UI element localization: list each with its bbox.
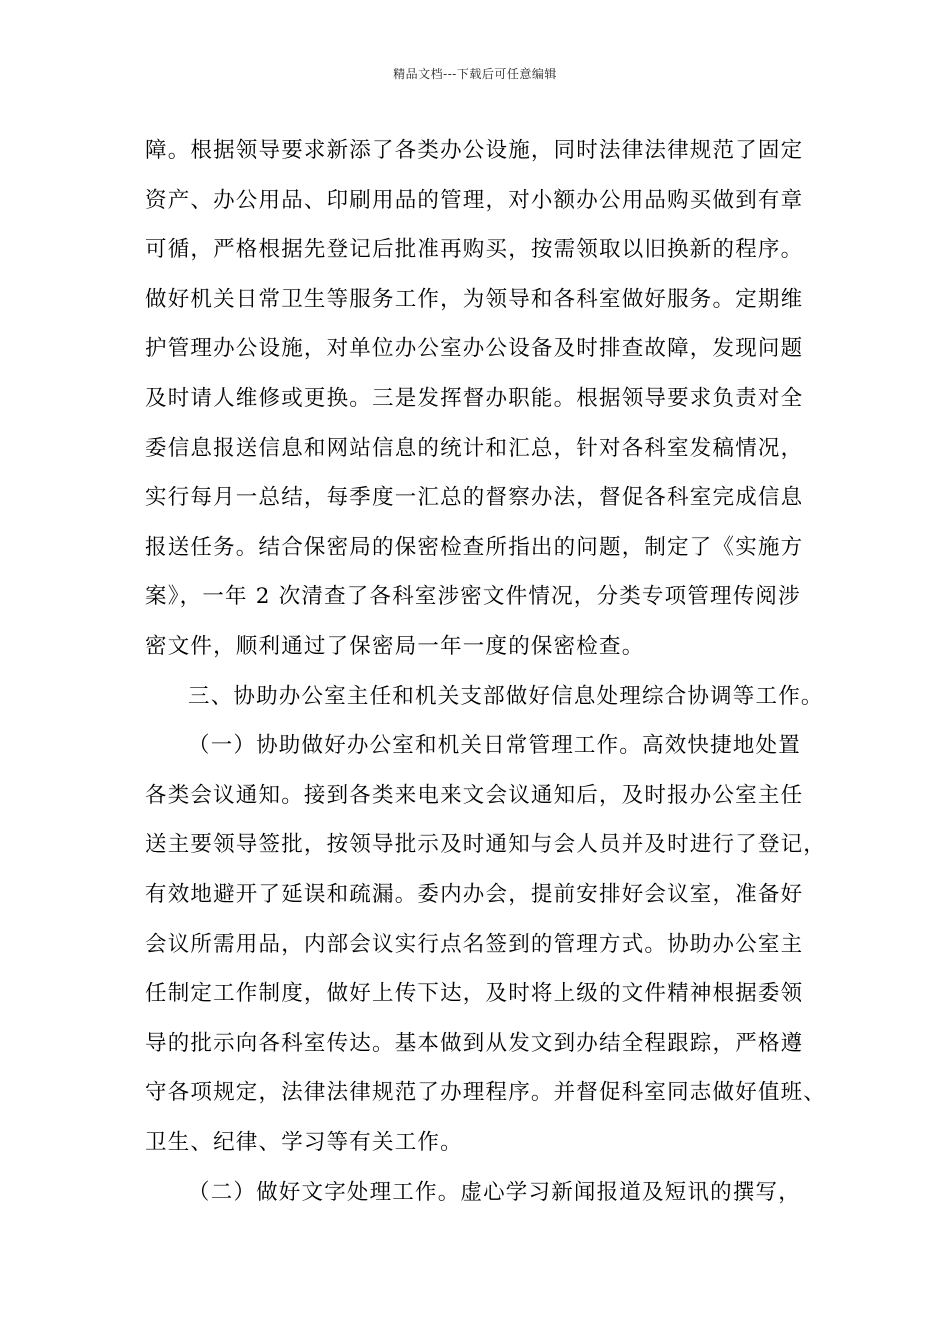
text-line: 可循，严格根据先登记后批准再购买，按需领取以旧换新的程序。 — [145, 237, 804, 263]
text-line: 导的批示向各科室传达。基本做到从发文到办结全程跟踪，严格遵 — [145, 1030, 804, 1056]
text-line: 资产、办公用品、印刷用品的管理，对小额办公用品购买做到有章 — [145, 187, 804, 213]
text-line: 委信息报送信息和网站信息的统计和汇总，针对各科室发稿情况， — [145, 435, 804, 461]
text-line: 卫生、纪律、学习等有关工作。 — [145, 1130, 463, 1155]
text-line: 护管理办公设施，对单位办公室办公设备及时排查故障，发现问题 — [145, 336, 804, 362]
text-line: 实行每月一总结，每季度一汇总的督察办法，督促各科室完成信息 — [145, 485, 804, 511]
text-line: 送主要领导签批，按领导批示及时通知与会人员并及时进行了登记， — [145, 832, 827, 858]
text-line: 任制定工作制度，做好上传下达，及时将上级的文件精神根据委领 — [145, 981, 804, 1007]
text-line: （二）做好文字处理工作。虚心学习新闻报道及短讯的撰写， — [188, 1179, 801, 1205]
page-header: 精品文档---下载后可任意编辑 — [393, 67, 557, 81]
text-line: 各类会议通知。接到各类来电来文会议通知后，及时报办公室主任 — [145, 782, 804, 808]
text-line: 及时请人维修或更换。三是发挥督办职能。根据领导要求负责对全 — [145, 386, 804, 411]
text-line: （一）协助做好办公室和机关日常管理工作。高效快捷地处置 — [188, 733, 801, 759]
text-line: 会议所需用品，内部会议实行点名签到的管理方式。协助办公室主 — [145, 931, 804, 957]
text-line: 密文件，顺利通过了保密局一年一度的保密检查。 — [145, 634, 645, 659]
text-line: 案》，一年 2 次清查了各科室涉密文件情况，分类专项管理传阅涉 — [145, 584, 801, 610]
text-line: 报送任务。结合保密局的保密检查所指出的问题，制定了《实施方 — [145, 534, 804, 560]
text-line: 做好机关日常卫生等服务工作，为领导和各科室做好服务。定期维 — [145, 286, 804, 312]
text-line: 守各项规定，法律法律规范了办理程序。并督促科室同志做好值班、 — [145, 1080, 827, 1106]
text-line: 障。根据领导要求新添了各类办公设施，同时法律法律规范了固定 — [145, 138, 804, 163]
text-line: 三、协助办公室主任和机关支部做好信息处理综合协调等工作。 — [188, 683, 824, 709]
text-line: 有效地避开了延误和疏漏。委内办会，提前安排好会议室，准备好 — [145, 882, 804, 907]
